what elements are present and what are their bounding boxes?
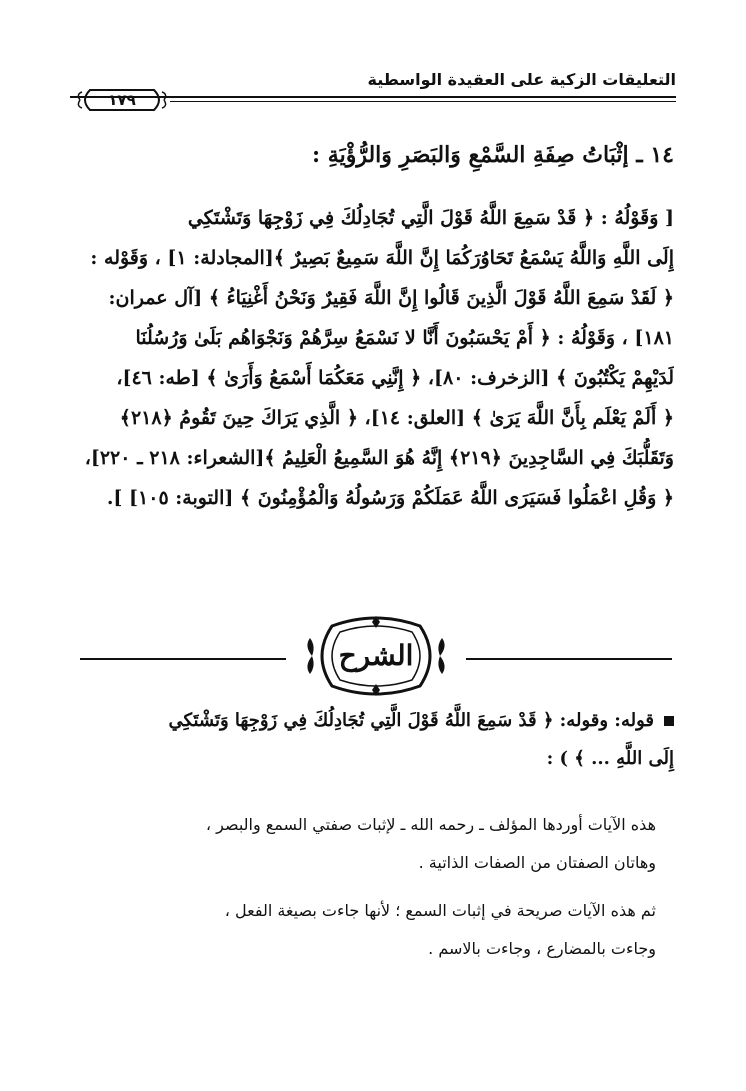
paragraph-line: وهاتان الصفتان من الصفات الذاتية .	[418, 853, 656, 872]
matn-line: وَتَقَلُّبَكَ فِي السَّاجِدِينَ ﴿٢١٩﴾ إِنَّهُ هُوَ السَّمِيعُ الْعَلِيمُ ﴾[الشعراء: ٢١٨ ـ ٢٢٠]،	[84, 447, 674, 469]
commentary-line: إِلَى اللَّهِ ... ﴾ ) :	[546, 748, 674, 769]
matn-line: ﴿ وَقُلِ اعْمَلُوا فَسَيَرَى اللَّهُ عَمَلَكُمْ وَرَسُولُهُ وَالْمُؤْمِنُونَ ﴾ [التوبة: ١٠٥] ].	[106, 487, 674, 509]
paragraph-2	[70, 892, 656, 968]
commentary-line: قوله: وقوله: ﴿ قَدْ سَمِعَ اللَّهُ قَوْلَ الَّتِي تُجَادِلُكَ فِي زَوْجِهَا وَتَشْتَكِي	[70, 702, 674, 740]
paragraph-1	[70, 806, 656, 882]
matn-line: لَدَيْهِمْ يَكْتُبُونَ ﴾ [الزخرف: ٨٠]، ﴿ إِنَّنِي مَعَكُمَا أَسْمَعُ وَأَرَىٰ ﴾ [طه: ٤٦]،	[116, 367, 674, 389]
sharh-title: الشرح	[338, 639, 414, 672]
matn-line: [ وَقَوْلُهُ : ﴿ قَدْ سَمِعَ اللَّهُ قَوْلَ الَّتِي تُجَادِلُكَ فِي زَوْجِهَا وَتَشْتَكِي	[187, 207, 674, 229]
page-number: ١٧٩	[108, 91, 136, 109]
matn-text	[70, 198, 674, 518]
divider-right	[466, 658, 672, 660]
square-bullet-icon	[664, 716, 674, 726]
paragraph-line: وجاءت بالمضارع ، وجاءت بالاسم .	[428, 939, 656, 958]
matn-line: ﴿ أَلَمْ يَعْلَم بِأَنَّ اللَّهَ يَرَىٰ ﴾ [العلق: ١٤]، ﴿ الَّذِي يَرَاكَ حِينَ تَقُومُ ﴿٢١٨﴾	[119, 407, 674, 429]
header-rule-thin	[170, 101, 676, 102]
section-heading: ١٤ ـ إثْبَاتُ صِفَةِ السَّمْعِ وَالبَصَرِ وَالرُّؤْيَةِ :	[312, 142, 674, 168]
paragraph-line: هذه الآيات أوردها المؤلف ـ رحمه الله ـ لإثبات صفتي السمع والبصر ،	[205, 815, 656, 834]
page-number-ornament	[76, 86, 168, 114]
sharh-ornament	[296, 612, 456, 700]
running-title: التعليقات الزكية على العقيدة الواسطية	[367, 70, 676, 89]
matn-line: إِلَى اللَّهِ وَاللَّهُ يَسْمَعُ تَحَاوُرَكُمَا إِنَّ اللَّهَ سَمِيعٌ بَصِيرٌ ﴾[المجادلة: ١] ، وَقَوْله :	[90, 247, 674, 269]
commentary-quote	[70, 702, 674, 778]
matn-line: ﴿ لَقَدْ سَمِعَ اللَّهُ قَوْلَ الَّذِينَ قَالُوا إِنَّ اللَّهَ فَقِيرٌ وَنَحْنُ أَغْنِيَاءُ ﴾ [آل عمران:	[108, 287, 674, 309]
paragraph-line: ثم هذه الآيات صريحة في إثبات السمع ؛ لأنها جاءت بصيغة الفعل ،	[224, 901, 656, 920]
matn-line: ١٨١] ، وَقَوْلُهُ : ﴿ أَمْ يَحْسَبُونَ أَنَّا لا نَسْمَعُ سِرَّهُمْ وَنَجْوَاهُم بَلَىٰ وَرُسُلُنَا	[135, 327, 674, 349]
divider-left	[80, 658, 286, 660]
